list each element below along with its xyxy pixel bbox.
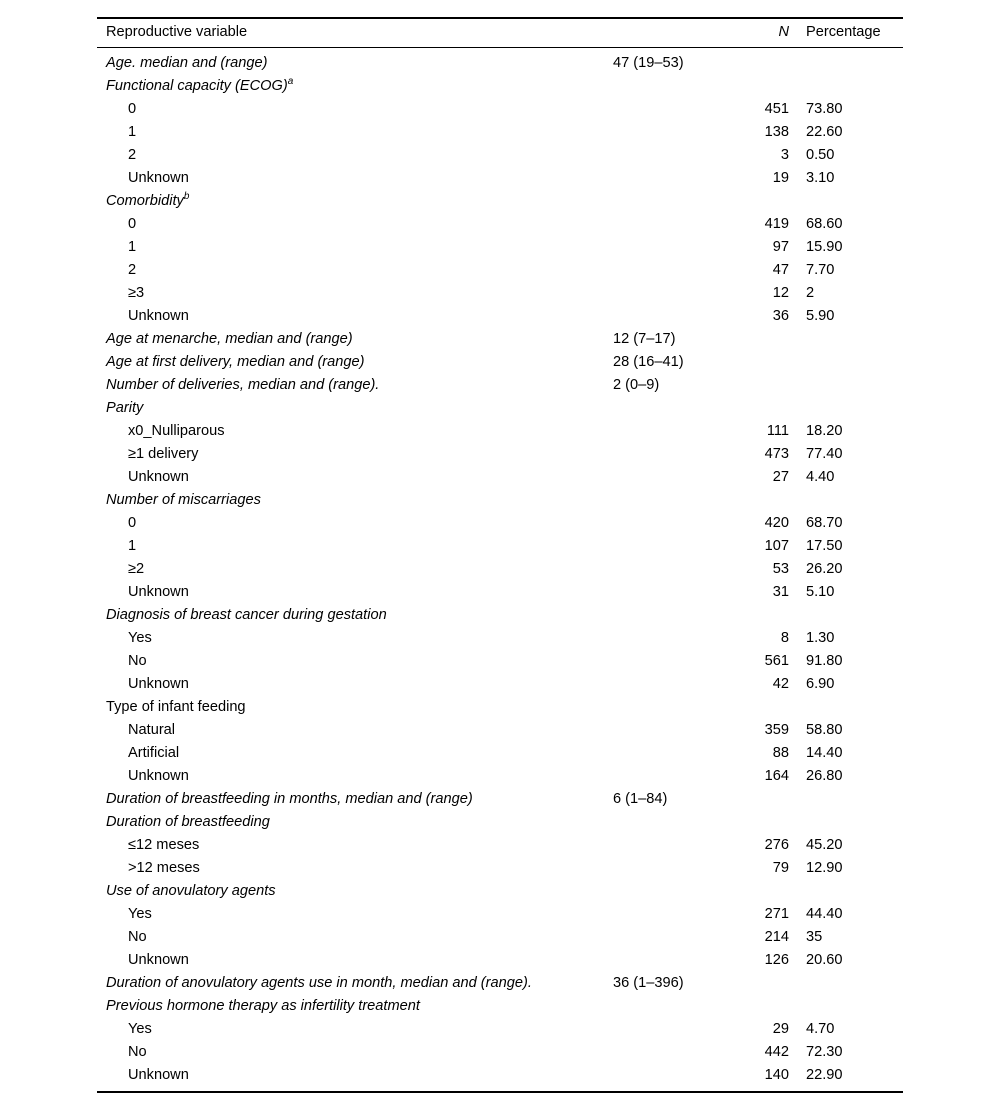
table-row [97, 351, 903, 374]
row-section-label: Parity [106, 399, 144, 416]
row-percentage-value: 0.50 [806, 146, 835, 163]
row-sublabel: >12 meses [128, 859, 200, 876]
row-section-label: Use of anovulatory agents [106, 882, 276, 899]
row-median-value [613, 190, 717, 213]
table-body [97, 47, 903, 1091]
row-percentage-value [793, 397, 903, 420]
row-percentage-value [793, 788, 903, 811]
row-percentage-value: 68.60 [806, 215, 843, 232]
row-n-value [717, 351, 793, 374]
row-percentage-value: 45.20 [806, 836, 843, 853]
row-n-value [717, 811, 793, 834]
row-section-label: Comorbidity$^b$ [106, 190, 190, 209]
row-percentage-value: 91.80 [806, 652, 843, 669]
row-median-value [613, 512, 717, 535]
row-n-value: 47 [772, 261, 789, 278]
row-percentage-value: 26.80 [806, 767, 843, 784]
table-row [97, 742, 903, 765]
row-sublabel: Unknown [128, 767, 189, 784]
row-percentage-value: 22.60 [806, 123, 843, 140]
row-median-value [613, 167, 717, 190]
row-n-value [717, 788, 793, 811]
row-n-value: 42 [772, 675, 789, 692]
row-percentage-value: 4.70 [806, 1020, 835, 1037]
row-n-value: 79 [772, 859, 789, 876]
row-median-value [613, 903, 717, 926]
column-header-percentage: Percentage [793, 18, 903, 47]
row-n-value [717, 489, 793, 512]
row-percentage-value: 5.90 [806, 307, 835, 324]
table-row [97, 420, 903, 443]
row-sublabel: 0 [128, 514, 137, 531]
row-percentage-value: 44.40 [806, 905, 843, 922]
row-percentage-value: 5.10 [806, 583, 835, 600]
row-sublabel: Natural [128, 721, 176, 738]
row-sublabel: 1 [128, 537, 137, 554]
row-n-value: 36 [772, 307, 789, 324]
row-sublabel: ≥1 delivery [128, 445, 199, 462]
row-median-value [613, 420, 717, 443]
row-percentage-value [793, 328, 903, 351]
table-row [97, 581, 903, 604]
row-median-value [613, 75, 717, 98]
row-n-value: 271 [764, 905, 789, 922]
row-n-value: 8 [780, 629, 789, 646]
row-percentage-value: 15.90 [806, 238, 843, 255]
row-percentage-value: 12.90 [806, 859, 843, 876]
row-percentage-value: 20.60 [806, 951, 843, 968]
row-median-value [613, 236, 717, 259]
table-row [97, 374, 903, 397]
column-header-median [613, 18, 717, 47]
row-n-value [717, 972, 793, 995]
row-n-value: 27 [772, 468, 789, 485]
table-row [97, 811, 903, 834]
row-sublabel: 1 [128, 238, 137, 255]
row-percentage-value: 26.20 [806, 560, 843, 577]
row-sublabel: No [128, 1043, 147, 1060]
row-percentage-value: 72.30 [806, 1043, 843, 1060]
table-row [97, 282, 903, 305]
row-median-value: 2 (0–9) [613, 376, 660, 393]
row-median-value [613, 489, 717, 512]
row-section-label: Duration of breastfeeding in months, median and (range) [106, 790, 473, 807]
row-percentage-value [793, 75, 903, 98]
table-row [97, 305, 903, 328]
table-row [97, 857, 903, 880]
table-row [97, 47, 903, 75]
row-median-value: 28 (16–41) [613, 353, 684, 370]
row-n-value: 420 [764, 514, 789, 531]
row-n-value: 3 [780, 146, 789, 163]
row-n-value [717, 47, 793, 75]
table-row [97, 650, 903, 673]
row-percentage-value: 7.70 [806, 261, 835, 278]
footnote-marker: a [287, 75, 294, 87]
row-median-value [613, 466, 717, 489]
table-row [97, 259, 903, 282]
row-n-value: 419 [764, 215, 789, 232]
row-sublabel: Unknown [128, 675, 189, 692]
table-row [97, 719, 903, 742]
row-sublabel: Yes [128, 629, 152, 646]
footnote-marker: b [183, 190, 190, 202]
row-percentage-value [793, 47, 903, 75]
row-n-value: 164 [764, 767, 789, 784]
row-sublabel: ≤12 meses [128, 836, 200, 853]
row-sublabel: 1 [128, 123, 137, 140]
row-median-value [613, 696, 717, 719]
row-n-value: 19 [772, 169, 789, 186]
row-section-label: Age. median and (range) [106, 54, 268, 71]
row-sublabel: 2 [128, 261, 137, 278]
row-median-value [613, 259, 717, 282]
row-sublabel: ≥2 [128, 560, 145, 577]
row-median-value [613, 1064, 717, 1091]
row-n-value [717, 374, 793, 397]
row-median-value [613, 719, 717, 742]
table-header-row [97, 18, 903, 47]
row-sublabel: Unknown [128, 468, 189, 485]
row-percentage-value: 18.20 [806, 422, 843, 439]
row-sublabel: x0_Nulliparous [128, 422, 225, 439]
row-section-label: Previous hormone therapy as infertility treatment [106, 997, 420, 1014]
row-percentage-value [793, 489, 903, 512]
row-median-value [613, 811, 717, 834]
row-sublabel: 2 [128, 146, 137, 163]
row-n-value: 31 [772, 583, 789, 600]
row-n-value [717, 328, 793, 351]
row-percentage-value [793, 811, 903, 834]
row-median-value [613, 765, 717, 788]
table-row [97, 167, 903, 190]
row-n-value: 138 [764, 123, 789, 140]
row-percentage-value [793, 190, 903, 213]
row-percentage-value [793, 995, 903, 1018]
row-sublabel: Artificial [128, 744, 180, 761]
row-section-label: Diagnosis of breast cancer during gestation [106, 606, 387, 623]
row-percentage-value: 14.40 [806, 744, 843, 761]
row-percentage-value: 73.80 [806, 100, 843, 117]
row-percentage-value [793, 374, 903, 397]
reproductive-variable-table [97, 17, 903, 1091]
table-row [97, 512, 903, 535]
row-median-value [613, 880, 717, 903]
table-row [97, 1064, 903, 1091]
table-row [97, 558, 903, 581]
row-median-value [613, 121, 717, 144]
row-n-value [717, 696, 793, 719]
row-sublabel: Unknown [128, 583, 189, 600]
table-row [97, 788, 903, 811]
row-sublabel: ≥3 [128, 284, 145, 301]
table-row [97, 995, 903, 1018]
row-n-value: 451 [764, 100, 789, 117]
row-n-value: 111 [766, 422, 789, 439]
row-median-value [613, 604, 717, 627]
row-sublabel: No [128, 652, 147, 669]
table-row [97, 397, 903, 420]
row-percentage-value [793, 880, 903, 903]
row-median-value [613, 305, 717, 328]
table-row [97, 535, 903, 558]
row-percentage-value [793, 972, 903, 995]
row-median-value [613, 926, 717, 949]
table-row [97, 627, 903, 650]
row-section-label: Number of deliveries, median and (range). [106, 376, 380, 393]
row-n-value: 107 [764, 537, 789, 554]
row-sublabel: Unknown [128, 1066, 189, 1083]
row-median-value [613, 949, 717, 972]
table-row [97, 972, 903, 995]
table-row [97, 236, 903, 259]
row-section-label: Duration of anovulatory agents use in month, median and (range). [106, 974, 532, 991]
row-median-value [613, 558, 717, 581]
row-n-value [717, 75, 793, 98]
row-n-value: 53 [772, 560, 789, 577]
row-sublabel: Unknown [128, 951, 189, 968]
row-percentage-value [793, 696, 903, 719]
row-percentage-value: 1.30 [806, 629, 835, 646]
row-section-label: Age at first delivery, median and (range) [106, 353, 365, 370]
table-row [97, 328, 903, 351]
row-median-value: 12 (7–17) [613, 330, 676, 347]
row-sublabel: 0 [128, 215, 137, 232]
row-percentage-value: 17.50 [806, 537, 843, 554]
row-median-value [613, 1041, 717, 1064]
table-row [97, 926, 903, 949]
table-row [97, 765, 903, 788]
table-row [97, 75, 903, 98]
row-median-value [613, 98, 717, 121]
row-sublabel: Unknown [128, 169, 189, 186]
row-median-value [613, 443, 717, 466]
row-section-label: Number of miscarriages [106, 491, 261, 508]
table-row [97, 834, 903, 857]
row-median-value [613, 627, 717, 650]
row-sublabel: Yes [128, 905, 152, 922]
row-section-label: Functional capacity (ECOG)$^a$ [106, 75, 294, 94]
table-row [97, 443, 903, 466]
table-row [97, 880, 903, 903]
row-median-value [613, 535, 717, 558]
row-n-value: 214 [764, 928, 789, 945]
row-n-value: 276 [764, 836, 789, 853]
table-row [97, 213, 903, 236]
table-row [97, 673, 903, 696]
row-n-value: 126 [764, 951, 789, 968]
row-n-value: 88 [772, 744, 789, 761]
row-section-label: Age at menarche, median and (range) [106, 330, 353, 347]
table-row [97, 696, 903, 719]
table-row [97, 489, 903, 512]
row-n-value [717, 190, 793, 213]
row-n-value [717, 995, 793, 1018]
row-section-label: Type of infant feeding [106, 698, 246, 715]
row-n-value [717, 880, 793, 903]
row-median-value [613, 857, 717, 880]
row-n-value: 29 [772, 1020, 789, 1037]
table-bottom-rule [97, 1091, 903, 1093]
reproductive-variable-table-container [97, 17, 903, 1091]
row-median-value [613, 397, 717, 420]
row-median-value: 36 (1–396) [613, 974, 684, 991]
row-percentage-value: 4.40 [806, 468, 835, 485]
row-percentage-value: 2 [806, 284, 815, 301]
row-percentage-value: 58.80 [806, 721, 843, 738]
table-row [97, 949, 903, 972]
table-row [97, 903, 903, 926]
row-percentage-value [793, 604, 903, 627]
row-sublabel: No [128, 928, 147, 945]
row-percentage-value: 22.90 [806, 1066, 843, 1083]
row-sublabel: Unknown [128, 307, 189, 324]
table-row [97, 98, 903, 121]
row-median-value [613, 995, 717, 1018]
row-n-value: 97 [772, 238, 789, 255]
table-row [97, 1018, 903, 1041]
row-n-value: 473 [764, 445, 789, 462]
table-row [97, 1041, 903, 1064]
row-median-value: 6 (1–84) [613, 790, 668, 807]
table-row [97, 190, 903, 213]
row-median-value [613, 650, 717, 673]
row-n-value [717, 604, 793, 627]
column-header-n: N [717, 18, 793, 47]
table-row [97, 604, 903, 627]
row-sublabel: Yes [128, 1020, 152, 1037]
row-percentage-value: 3.10 [806, 169, 835, 186]
row-median-value [613, 834, 717, 857]
row-median-value [613, 581, 717, 604]
table-header [97, 18, 903, 47]
column-header-variable: Reproductive variable [97, 18, 613, 47]
row-percentage-value: 6.90 [806, 675, 835, 692]
table-row [97, 121, 903, 144]
row-percentage-value: 68.70 [806, 514, 843, 531]
table-row [97, 466, 903, 489]
row-section-label: Duration of breastfeeding [106, 813, 270, 830]
row-n-value: 442 [764, 1043, 789, 1060]
row-median-value [613, 1018, 717, 1041]
row-sublabel: 0 [128, 100, 137, 117]
row-percentage-value: 35 [806, 928, 823, 945]
table-row [97, 144, 903, 167]
row-median-value [613, 213, 717, 236]
row-median-value: 47 (19–53) [613, 54, 684, 71]
row-percentage-value: 77.40 [806, 445, 843, 462]
row-n-value: 359 [764, 721, 789, 738]
row-median-value [613, 673, 717, 696]
row-percentage-value [793, 351, 903, 374]
row-median-value [613, 282, 717, 305]
row-n-value: 140 [764, 1066, 789, 1083]
row-median-value [613, 742, 717, 765]
row-median-value [613, 144, 717, 167]
row-n-value: 561 [764, 652, 789, 669]
row-n-value: 12 [772, 284, 789, 301]
row-n-value [717, 397, 793, 420]
